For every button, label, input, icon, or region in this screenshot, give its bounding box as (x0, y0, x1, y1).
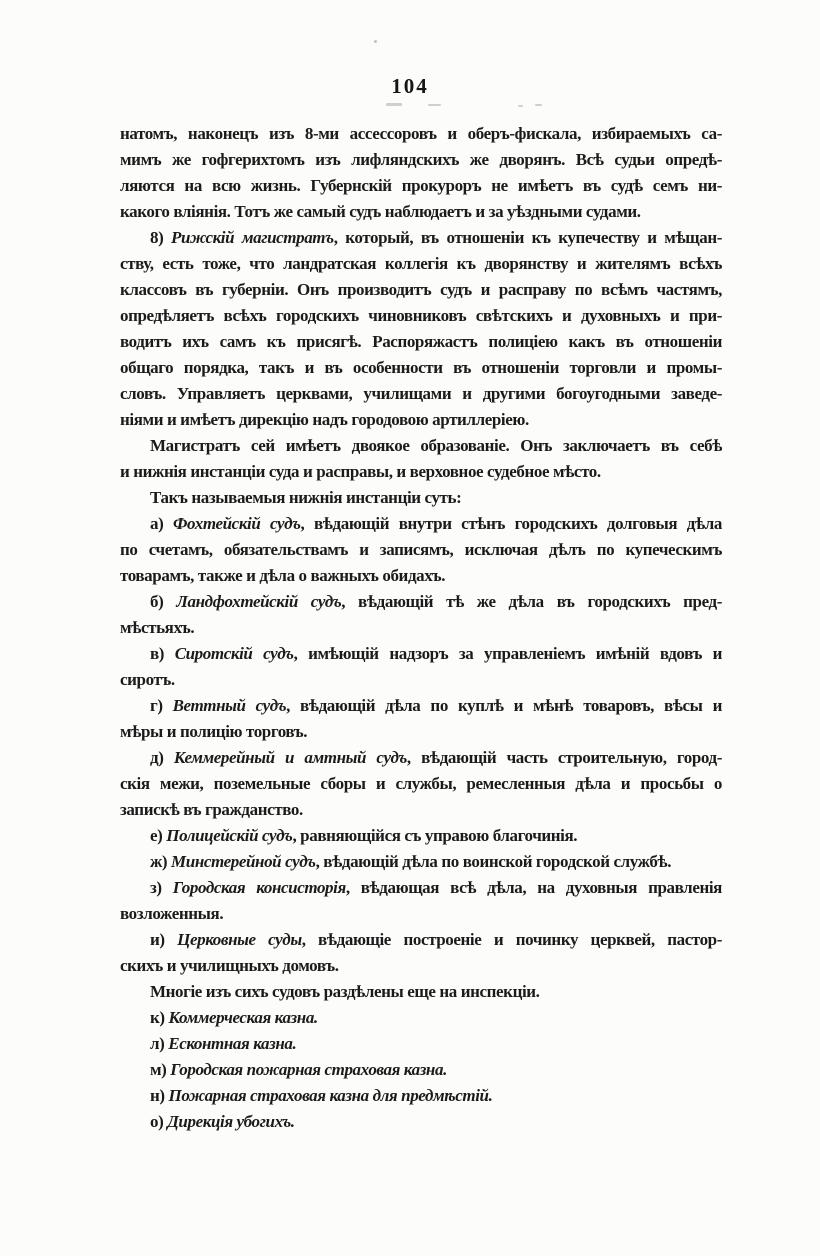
text-segment: Многіе изъ сихъ судовъ раздѣлены еще на инспекціи. (150, 982, 540, 1001)
text-line (120, 147, 722, 173)
text-segment: ніями и имѣетъ дирекцію надъ городовою артиллеріею. (120, 410, 529, 429)
italic-text-segment: Фохтейскій судъ (172, 514, 301, 533)
text-segment: ж) (150, 852, 172, 871)
text-segment: Магистратъ сей имѣетъ двоякое образованіе. Онъ заключаетъ въ себѣ (150, 436, 722, 455)
italic-text-segment: Дирекція убогихъ. (167, 1112, 295, 1131)
text-segment: классовъ въ губерніи. Онъ производитъ судъ и расправу по всѣмъ частямъ, (120, 280, 722, 299)
text-line (120, 121, 722, 147)
text-line (120, 589, 722, 615)
text-segment: товарамъ, также и дѣла о важныхъ обидахъ. (120, 566, 446, 585)
text-line (120, 615, 722, 641)
text-line (120, 667, 722, 693)
text-line (120, 1057, 722, 1083)
italic-text-segment: Городская консисторія (172, 878, 346, 897)
page-number: 104 (391, 74, 429, 98)
text-segment: а) (150, 514, 173, 533)
text-segment: з) (150, 878, 173, 897)
text-segment: мимъ же гофгерихтомъ изъ лифляндскихъ же дворянъ. Всѣ судьи опредѣ- (120, 150, 722, 169)
text-line (120, 537, 722, 563)
text-segment: , равняющійся съ управою благочинія. (292, 826, 578, 845)
scan-artifact (518, 105, 523, 107)
text-segment: д) (150, 748, 174, 767)
text-segment: и) (150, 930, 178, 949)
italic-text-segment: Ландфохтейскій судъ (176, 592, 342, 611)
text-segment: б) (150, 592, 177, 611)
text-segment: скихъ и училищныхъ домовъ. (120, 956, 339, 975)
text-segment: общаго порядка, такъ и въ особенности въ отношеніи торговли и промы- (120, 358, 722, 377)
italic-text-segment: Есконтная казна. (168, 1034, 297, 1053)
text-segment: , вѣдающіе построеніе и починку церквей, пастор- (301, 930, 722, 949)
text-line (120, 849, 722, 875)
text-line (120, 745, 722, 771)
text-segment: н) (150, 1086, 169, 1105)
text-segment: натомъ, наконецъ изъ 8-ми ассессоровъ и оберъ-фискала, избираемыхъ са- (120, 124, 722, 143)
text-segment: Такъ называемыя нижнія инстанціи суть: (150, 488, 462, 507)
text-line (120, 979, 722, 1005)
italic-text-segment: Минстерейной судъ (171, 852, 316, 871)
text-line (120, 459, 722, 485)
scan-artifact (428, 104, 441, 106)
text-segment: опредѣляетъ всѣхъ городскихъ чиновниковъ свѣтскихъ и духовныхъ и при- (120, 306, 722, 325)
text-line (120, 693, 722, 719)
text-segment: , вѣдающій тѣ же дѣла въ городскихъ пред- (341, 592, 722, 611)
text-segment: какого вліянія. Тотъ же самый судъ наблюдаетъ и за уѣздными судами. (120, 202, 641, 221)
text-segment: мѣры и полицію торговъ. (120, 722, 308, 741)
text-line (120, 771, 722, 797)
italic-text-segment: Коммерческая казна. (168, 1008, 318, 1027)
text-line (120, 277, 722, 303)
text-line (120, 251, 722, 277)
text-block (120, 121, 722, 1135)
text-line (120, 927, 722, 953)
text-segment: к) (150, 1008, 169, 1027)
text-segment: ляются на всю жизнь. Губернскій прокуроръ не имѣетъ въ судѣ семъ ни- (120, 176, 722, 195)
text-segment: сиротъ. (120, 670, 175, 689)
italic-text-segment: Церковные суды (177, 930, 302, 949)
text-segment: в) (150, 644, 175, 663)
text-line (120, 433, 722, 459)
text-line (120, 901, 722, 927)
scan-artifact (374, 40, 377, 43)
text-line (120, 719, 722, 745)
text-line (120, 511, 722, 537)
text-line (120, 329, 722, 355)
text-line (120, 797, 722, 823)
text-line (120, 563, 722, 589)
text-segment: ству, есть тоже, что ландратская коллегія къ дворянству и жителямъ всѣхъ (120, 254, 722, 273)
text-line (120, 303, 722, 329)
text-line (120, 1031, 722, 1057)
text-line (120, 485, 722, 511)
text-segment: возложенныя. (120, 904, 224, 923)
text-segment: 8) (150, 228, 172, 247)
text-segment: е) (150, 826, 167, 845)
text-segment: м) (150, 1060, 171, 1079)
text-segment: водитъ ихъ самъ къ присягѣ. Распоряжастъ полиціею какъ въ отношеніи (120, 332, 722, 351)
text-segment: , вѣдающій часть строительную, город- (406, 748, 722, 767)
italic-text-segment: Рижскій магистратъ (171, 228, 334, 247)
text-line (120, 199, 722, 225)
text-segment: л) (150, 1034, 169, 1053)
text-segment: , вѣдающая всѣ дѣла, на духовныя правленія (345, 878, 722, 897)
text-line (120, 1005, 722, 1031)
text-line (120, 407, 722, 433)
text-line (120, 1083, 722, 1109)
text-segment: и нижнія инстанціи суда и расправы, и верховное судебное мѣсто. (120, 462, 601, 481)
text-line (120, 173, 722, 199)
text-line (120, 381, 722, 407)
text-segment: по счетамъ, обязательствамъ и записямъ, исключая дѣлъ по купеческимъ (120, 540, 722, 559)
text-segment: г) (150, 696, 173, 715)
text-segment: о) (150, 1112, 168, 1131)
text-segment: словъ. Управляетъ церквами, училищами и другими богоугодными заведе- (120, 384, 722, 403)
italic-text-segment: Полицейскій судъ (166, 826, 293, 845)
text-segment: мѣстьяхъ. (120, 618, 195, 637)
italic-text-segment: Городская пожарная страховая казна. (170, 1060, 447, 1079)
text-segment: , вѣдающій внутри стѣнъ городскихъ долговыя дѣла (300, 514, 722, 533)
text-segment: скія межи, поземельные сборы и службы, ремесленныя дѣла и просьбы о (120, 774, 722, 793)
text-line (120, 875, 722, 901)
text-line (120, 355, 722, 381)
text-line (120, 953, 722, 979)
text-line (120, 225, 722, 251)
italic-text-segment: Веттный судъ (172, 696, 287, 715)
italic-text-segment: Кеммерейный и амтный судъ (173, 748, 407, 767)
scan-artifact (535, 104, 542, 106)
text-line (120, 1109, 722, 1135)
scan-artifact (386, 103, 402, 106)
text-segment: , имѣющій надзоръ за управленіемъ имѣній вдовъ и (293, 644, 722, 663)
text-line (120, 823, 722, 849)
text-segment: , вѣдающій дѣла по куплѣ и мѣнѣ товаровъ, вѣсы и (286, 696, 722, 715)
text-segment: запискѣ въ гражданство. (120, 800, 303, 819)
text-segment: , который, въ отношеніи къ купечеству и мѣщан- (333, 228, 722, 247)
italic-text-segment: Сиротскій судъ (174, 644, 294, 663)
text-line (120, 641, 722, 667)
text-segment: , вѣдающій дѣла по воинской городской службѣ. (315, 852, 672, 871)
italic-text-segment: Пожарная страховая казна для предмѣстій. (168, 1086, 493, 1105)
